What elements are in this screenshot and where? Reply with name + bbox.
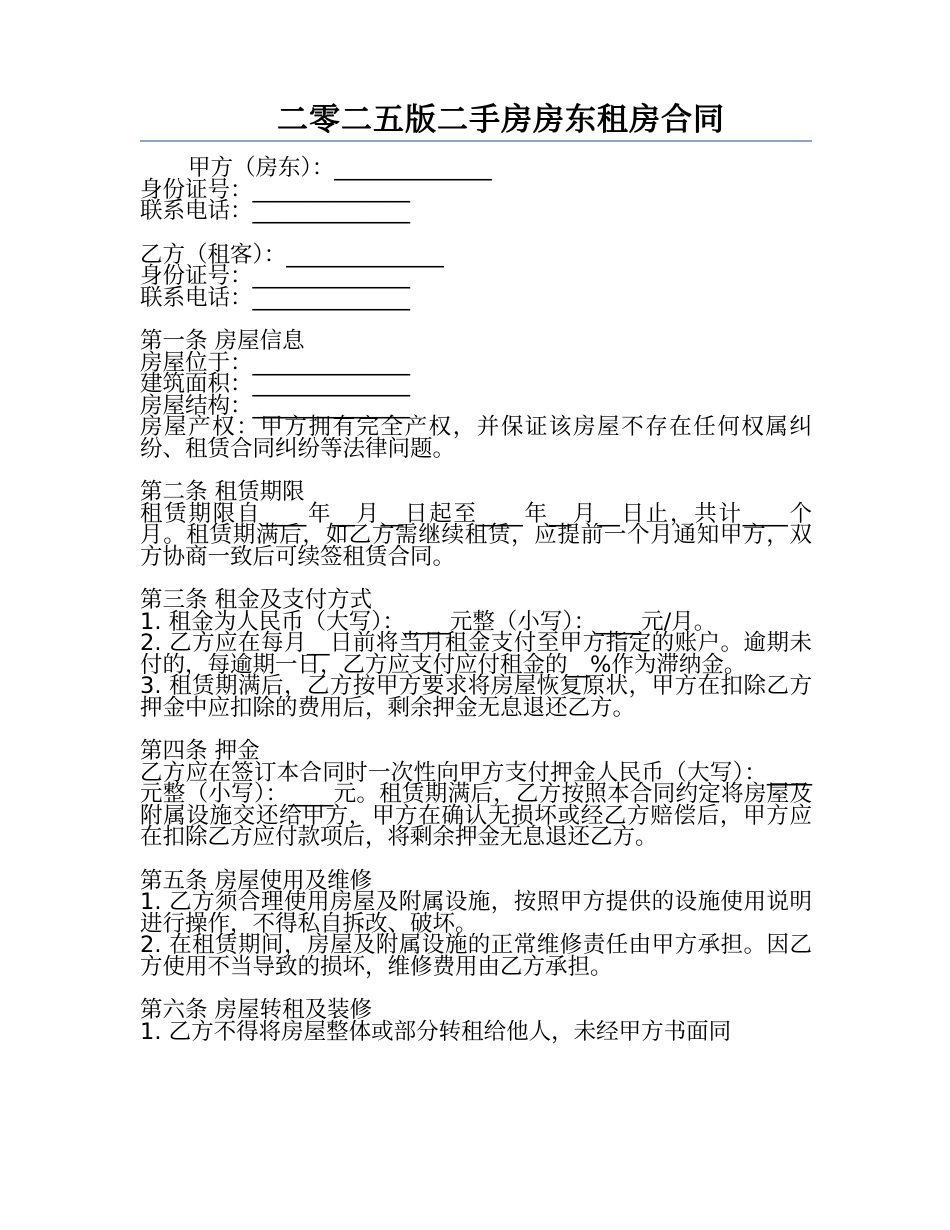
article-5-heading: 第五条 房屋使用及维修 — [140, 867, 373, 894]
article-6-heading: 第六条 房屋转租及装修 — [140, 997, 373, 1023]
article-4-paragraph: 乙方应在签订本合同时一次性向甲方支付押金人民币（大写）：____元整（小写）：____元。租赁期满后，乙方按照本合同约定将房屋及附属设施交还给甲方，甲方在确认无损坏或经乙方赔偿后，甲方应在扣除乙方应付款项后，将剩余押金无息退还乙方。 — [140, 759, 812, 850]
party-b-id-line: 身份证号：______________ — [140, 263, 411, 289]
party-b-phone-line: 联系电话：______________ — [140, 284, 411, 311]
article-1-location-line: 房屋位于：______________ — [140, 349, 411, 376]
party-b-name-line: 乙方（租客）：______________ — [140, 241, 444, 268]
contract-page — [140, 100, 812, 1043]
party-a-name-line: 甲方（房东）：______________ — [188, 155, 492, 181]
article-1-area-line: 建筑面积：______________ — [140, 371, 411, 397]
article-6-item-1: 1. 乙方不得将房屋整体或部分转租给他人，未经甲方书面同 — [140, 1018, 732, 1045]
article-3-item-3: 3. 租赁期满后，乙方按甲方要求将房屋恢复原状，甲方在扣除乙方押金中应扣除的费用后，剩余押金无息退还乙方。 — [140, 673, 812, 721]
article-1-property-paragraph: 房屋产权：甲方拥有完全产权，并保证该房屋不存在任何权属纠纷、租赁合同纠纷等法律问题。 — [140, 414, 812, 462]
article-1-heading: 第一条 房屋信息 — [140, 328, 305, 354]
party-a-id-line: 身份证号：______________ — [140, 176, 411, 203]
article-2-heading: 第二条 租赁期限 — [140, 479, 305, 505]
article-2-paragraph: 租赁期限自____年__月__日起至____年__月__日止，共计____个月。租赁期满后，如乙方需继续租赁，应提前一个月通知甲方，双方协商一致后可续签租赁合同。 — [140, 500, 812, 570]
party-a-phone-line: 联系电话：______________ — [140, 198, 411, 224]
article-1-structure-line: 房屋结构：______________ — [140, 392, 411, 419]
title-underline — [140, 140, 812, 142]
article-3-heading: 第三条 租金及支付方式 — [140, 587, 373, 613]
document-title: 二零二五版二手房房东租房合同 — [277, 102, 725, 138]
article-3-item-2: 2. 乙方应在每月__日前将当月租金支付至甲方指定的账户。逾期未付的，每逾期一日，乙方应支付应付租金的__%作为滞纳金。 — [140, 630, 812, 678]
article-5-item-2: 2. 在租赁期间，房屋及附属设施的正常维修责任由甲方承担。因乙方使用不当导致的损坏，维修费用由乙方承担。 — [140, 932, 812, 980]
article-3-item-1: 1. 租金为人民币（大写）：____元整（小写）：____元/月。 — [140, 608, 717, 635]
article-4-heading: 第四条 押金 — [140, 738, 260, 764]
article-5-item-1: 1. 乙方须合理使用房屋及附属设施，按照甲方提供的设施使用说明进行操作，不得私自拆改、破坏。 — [140, 889, 812, 937]
